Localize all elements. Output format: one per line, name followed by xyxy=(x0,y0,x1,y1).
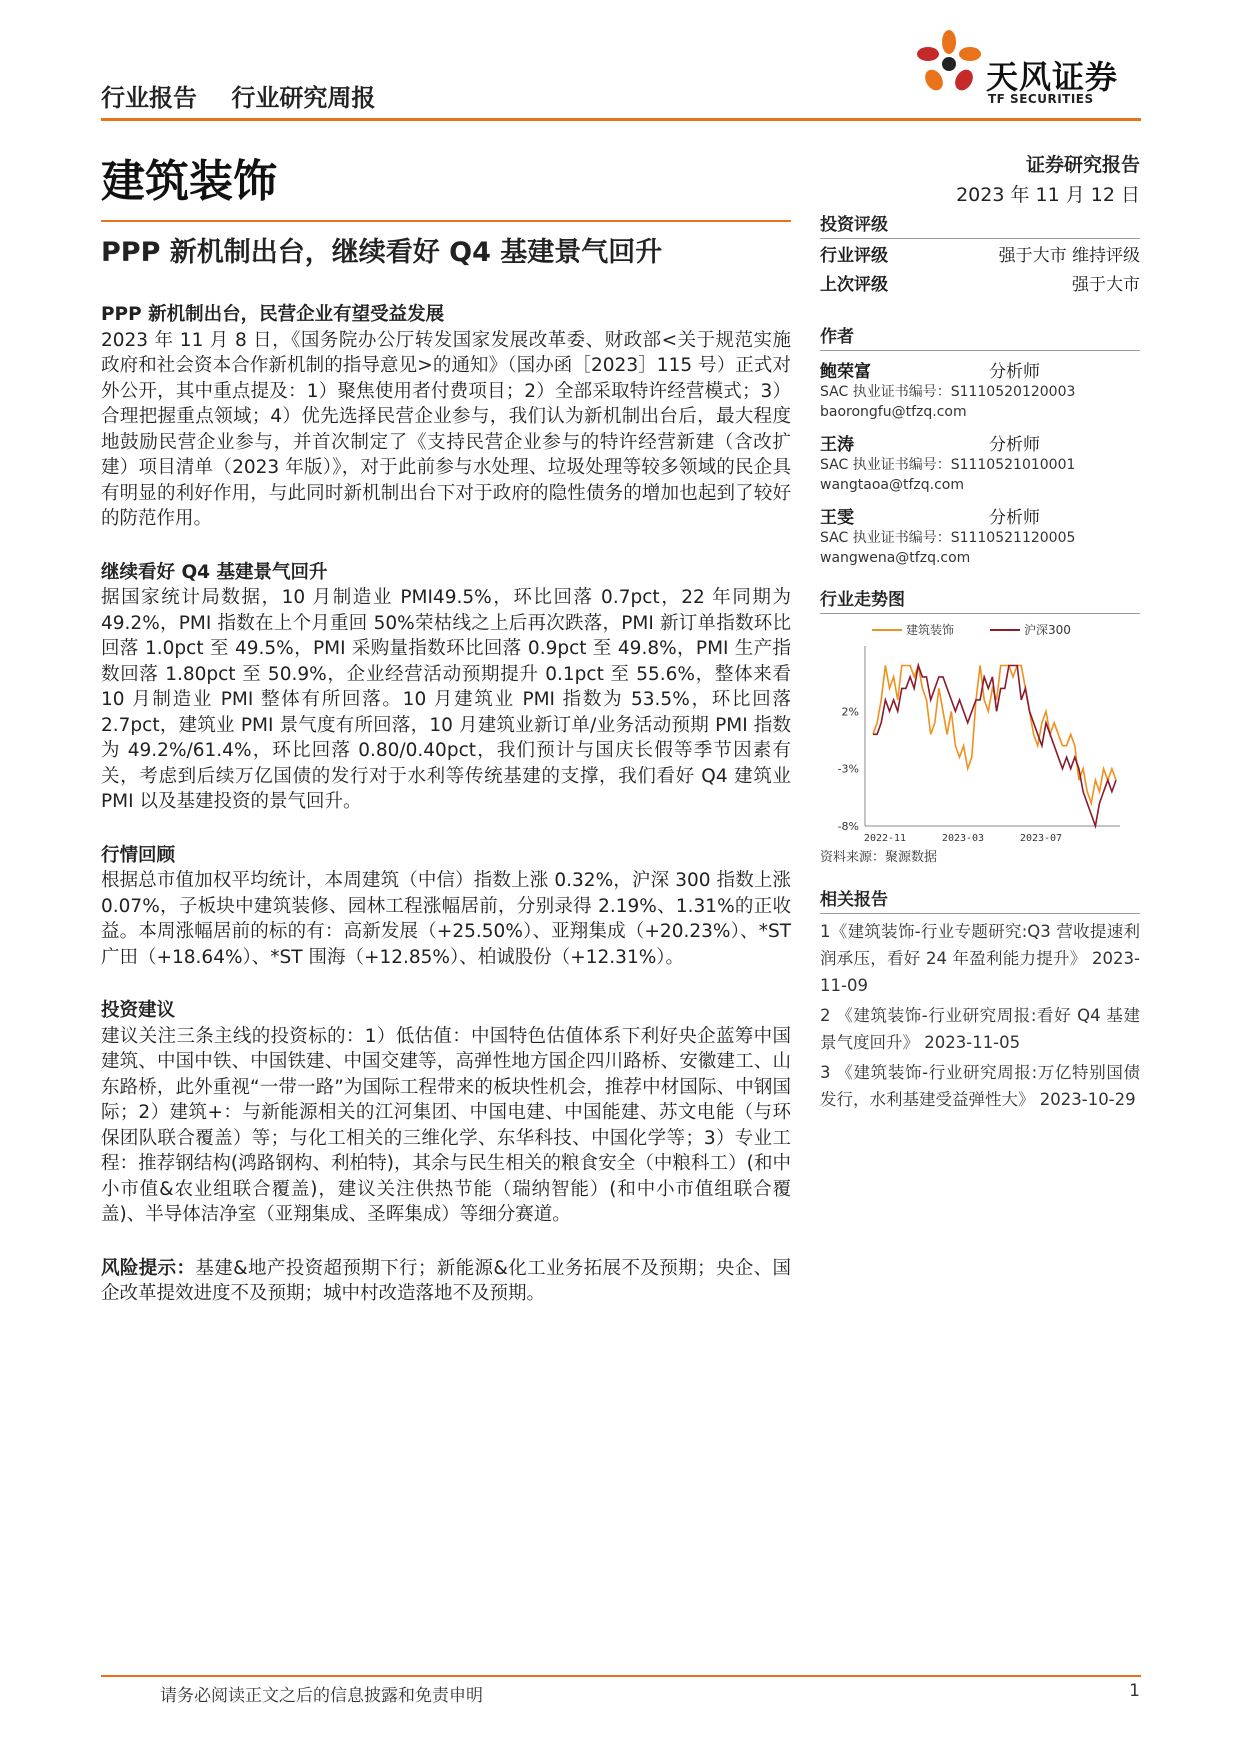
chart-source: 资料来源：聚源数据 xyxy=(820,850,938,865)
author-role: 分析师 xyxy=(989,508,1040,528)
rating-row xyxy=(820,239,1140,268)
author-email[interactable]: wangwena@tfzq.com xyxy=(820,550,971,566)
section-heading: 继续看好 Q4 基建景气回升 xyxy=(101,561,328,583)
author-entry xyxy=(820,503,1140,568)
trend-chart xyxy=(820,614,1140,842)
trend-panel xyxy=(820,585,1140,865)
title-divider xyxy=(101,220,791,222)
authors-panel xyxy=(820,322,1140,576)
rating-value: 强于大市 维持评级 xyxy=(998,246,1140,266)
author-role: 分析师 xyxy=(989,435,1040,455)
related-panel xyxy=(820,885,1140,1116)
industry-name: 建筑装饰 xyxy=(101,156,277,207)
header-divider xyxy=(101,118,1141,121)
rating-row xyxy=(820,268,1140,297)
y-tick-label: 2% xyxy=(841,705,859,719)
rating-key: 行业评级 xyxy=(820,246,888,266)
legend-label: 沪深300 xyxy=(1024,623,1071,637)
author-sac: SAC 执业证书编号：S1110520120003 xyxy=(820,384,1076,400)
risk-body: 基建&地产投资超预期下行；新能源&化工业务拓展不及预期；央企、国企改革提效进度不及预期；城中村改造落地不及预期。 xyxy=(101,1257,791,1304)
risk-label: 风险提示： xyxy=(101,1257,196,1279)
footer-divider xyxy=(101,1675,1141,1677)
author-name: 王涛 xyxy=(820,435,854,455)
risk-warning xyxy=(101,1256,791,1307)
section-body: 根据总市值加权平均统计，本周建筑（中信）指数上涨 0.32%，沪深 300 指数上涨 0.07%，子板块中建筑装修、园林工程涨幅居前，分别录得 2.19%、1.31%的正收益。本周涨幅居前的标的有：高新发展（+25.50%）、亚翔集成（+20.23%）、*ST 广田（+18.64%）、*ST 围海（+12.85%）、柏诚股份（+12.31%）。 xyxy=(101,870,791,968)
y-tick-label: -3% xyxy=(837,762,859,776)
logo-flower-icon xyxy=(916,28,982,100)
section-body: 据国家统计局数据，10 月制造业 PMI49.5%，环比回落 0.7pct，22 年同期为 49.2%，PMI 指数在上个月重回 50%荣枯线之上后再次跌落，PMI 新订单指数环比回落 1.0pct 至 49.5%，PMI 采购量指数环比回落 0.9pct 至 49.8%，PMI 生产指数回落 1.80pct 至 50.9%，企业经营活动预期提升 0.1pct 至 55.6%，整体来看 10 月制造业 PMI 整体有所回落。10 月建筑业 PMI 指数为 53.5%，环比回落 2.7pct，建筑业 PMI 景气度有所回落，10 月建筑业新订单/业务活动预期 PMI 指数为 49.2%/61.4%，环比回落 0.80/0.40pct，我们预计与国庆长假等季节因素有关，考虑到后续万亿国债的发行对于水利等传统基建的支撑，我们看好 Q4 建筑业 PMI 以及基建投资的景气回升。 xyxy=(101,587,791,812)
series-line xyxy=(873,666,1116,827)
section-heading: PPP 新机制出台，民营企业有望受益发展 xyxy=(101,304,445,325)
author-entry xyxy=(820,357,1140,422)
related-heading: 相关报告 xyxy=(820,885,1140,914)
trend-heading: 行业走势图 xyxy=(820,585,1140,614)
section-body: 建议关注三条主线的投资标的：1）低估值：中国特色估值体系下利好央企蓝筹中国建筑、中国中铁、中国铁建、中国交建等，高弹性地方国企四川路桥、安徽建工、山东路桥，此外重视“一带一路”为国际工程带来的板块性机会，推荐中材国际、中钢国际；2）建筑+：与新能源相关的江河集团、中国电建、中国能建、苏文电能（与环保团队联合覆盖）等；与化工相关的三维化学、东华科技、中国化学等；3）专业工程：推荐钢结构(鸿路钢构、利柏特)，其余与民生相关的粮食安全（中粮科工）(和中小市值&农业组联合覆盖)，建议关注供热节能（瑞纳智能）(和中小市值组联合覆盖)、半导体洁净室（亚翔集成、圣晖集成）等细分赛道。 xyxy=(101,1025,791,1225)
section-body: 2023 年 11 月 8 日，《国务院办公厅转发国家发展改革委、财政部<关于规范实施政府和社会资本合作新机制的指导意见>的通知》（国办函［2023］115 号）正式对外公开，其中重点提及：1）聚焦使用者付费项目；2）全部采取特许经营模式；3）合理把握重点领域；4）优先选择民营企业参与，我们认为新机制出台后，最大程度地鼓励民营企业参与，并首次制定了《支持民营企业参与的特许经营新建（含改扩建）项目清单（2023 年版）》，对于此前参与水处理、垃圾处理等较多领域的民企具有明显的利好作用，与此同时新机制出台下对于政府的隐性债务的增加也起到了较好的防范作用。 xyxy=(101,329,791,529)
section-heading: 投资建议 xyxy=(101,1000,176,1021)
logo-subtitle: TF SECURITIES xyxy=(988,92,1094,106)
author-email[interactable]: baorongfu@tfzq.com xyxy=(820,404,967,420)
document-type: 证券研究报告 xyxy=(1025,154,1140,176)
x-tick-label: 2022-11 xyxy=(863,833,907,842)
legend-label: 建筑装饰 xyxy=(906,623,955,637)
report-tag-weekly: 行业研究周报 xyxy=(231,84,376,112)
author-name: 王雯 xyxy=(820,508,854,528)
report-date: 2023 年 11 月 12 日 xyxy=(956,184,1140,206)
report-title: PPP 新机制出台，继续看好 Q4 基建景气回升 xyxy=(101,237,663,268)
authors-heading: 作者 xyxy=(820,322,1140,351)
rating-value: 强于大市 xyxy=(1072,275,1140,295)
author-sac: SAC 执业证书编号：S1110521120005 xyxy=(820,530,1076,546)
section-heading: 行情回顾 xyxy=(101,844,176,866)
author-entry xyxy=(820,430,1140,495)
related-report-item[interactable]: 3 《建筑装饰-行业研究周报:万亿特别国债发行，水利基建受益弹性大》 2023-10-29 xyxy=(820,1063,1140,1109)
x-tick-label: 2023-03 xyxy=(941,833,985,842)
page-number: 1 xyxy=(1129,1681,1140,1701)
logo-name: 天风证券 xyxy=(986,58,1119,96)
main-content xyxy=(101,302,791,1335)
y-tick-label: -8% xyxy=(837,820,859,833)
author-role: 分析师 xyxy=(989,362,1040,382)
series-line xyxy=(873,666,1116,804)
related-report-item[interactable]: 1《建筑装饰-行业专题研究:Q3 营收提速利润承压，看好 24 年盈利能力提升》 2023-11-09 xyxy=(820,922,1140,995)
x-tick-label: 2023-07 xyxy=(1019,833,1063,842)
author-name: 鲍荣富 xyxy=(820,362,871,382)
rating-key: 上次评级 xyxy=(820,275,888,295)
author-email[interactable]: wangtaoa@tfzq.com xyxy=(820,477,965,493)
rating-panel xyxy=(820,210,1140,297)
report-tag-industry: 行业报告 xyxy=(101,84,197,112)
related-report-item[interactable]: 2 《建筑装饰-行业研究周报:看好 Q4 基建景气度回升》 2023-11-05 xyxy=(820,1006,1140,1052)
report-tags xyxy=(101,78,401,113)
footer-disclaimer: 请务必阅读正文之后的信息披露和免责申明 xyxy=(160,1686,483,1706)
rating-heading: 投资评级 xyxy=(820,210,1140,239)
author-sac: SAC 执业证书编号：S1110521010001 xyxy=(820,457,1076,473)
